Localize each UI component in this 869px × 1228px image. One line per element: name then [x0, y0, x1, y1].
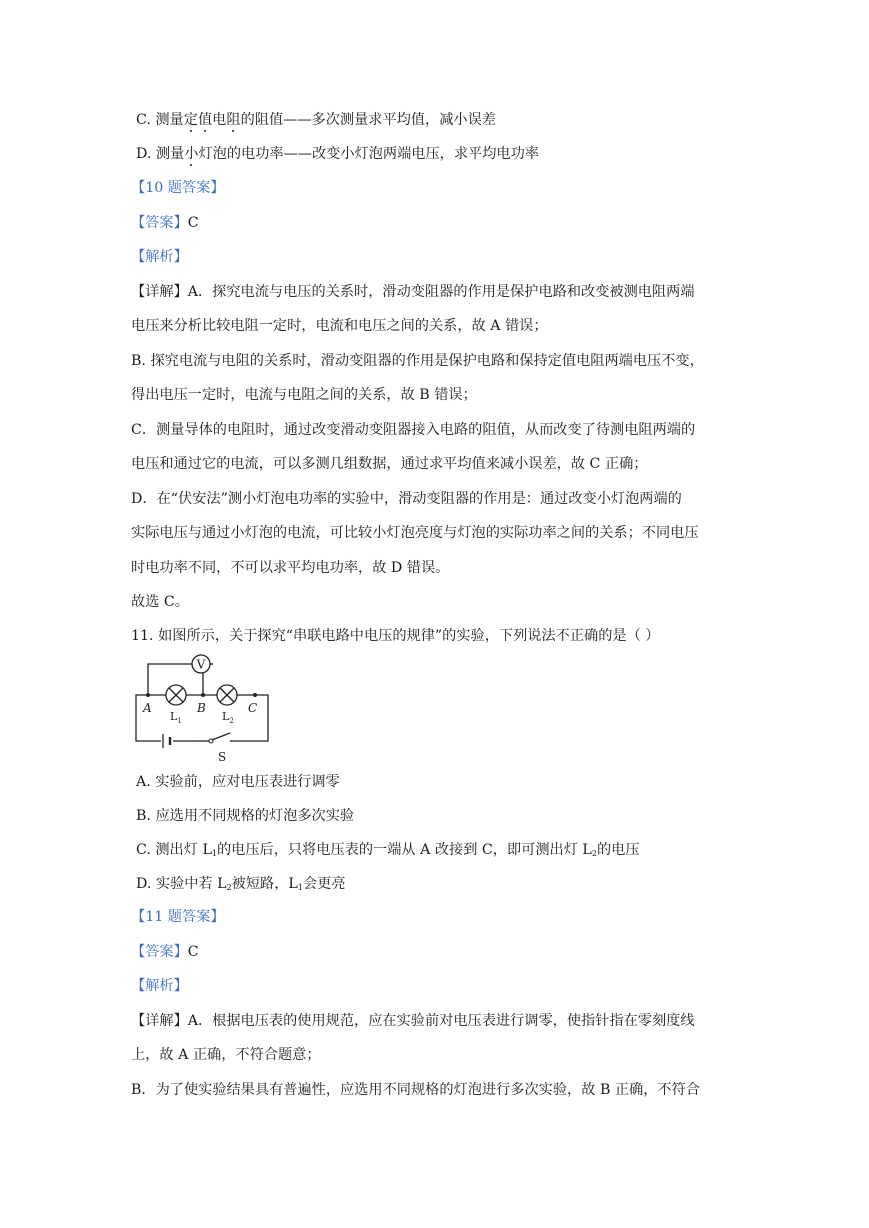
q11-option-d: D. 实验中若 $L_2$被短路，$L_1$会更亮 [136, 876, 346, 892]
q10-option-c: C. 测量定值电阻的阻值——多次测量求平均值，减小误差 [136, 112, 496, 128]
junction-c [253, 693, 257, 697]
battery-icon [161, 734, 173, 748]
junction-b [201, 693, 205, 697]
q11-detail-b-line1: B．为了使实验结果具有普遍性，应选用不同规格的灯泡进行多次实验，故 B 正确，不符合 [131, 1082, 700, 1098]
q10-detail-b-line2: 得出电压一定时，电流与电阻之间的关系，故 B 错误； [131, 387, 477, 403]
junction-a [146, 693, 150, 697]
point-c-label: C [248, 701, 258, 715]
q11-question: 11. 如图所示，关于探究“串联电路中电压的规律”的实验，下列说法不正确的是（ ） [131, 628, 660, 644]
q10-detail-a-line2: 电压来分析比较电阻一定时，电流和电压之间的关系，故 A 错误； [131, 318, 548, 334]
lamp-l1-label: $L_1$ [170, 710, 182, 725]
voltmeter [192, 655, 210, 673]
q11-analysis-label: 【解析】 [131, 978, 188, 994]
q10-detail-a-line1: 【详解】A．探究电流与电压的关系时，滑动变阻器的作用是保护电路和改变被测电阻两端 [131, 284, 695, 300]
q10-option-d: D. 测量小灯泡的电功率——改变小灯泡两端电压，求平均电功率 [136, 146, 539, 162]
q11-option-b: B. 应选用不同规格的灯泡多次实验 [136, 808, 355, 824]
switch-icon [196, 733, 232, 746]
q10-detail-c-line1: C．测量导体的电阻时，通过改变滑动变阻器接入电路的阻值，从而改变了待测电阻两端的 [131, 422, 696, 438]
point-b-label: B [197, 701, 206, 715]
switch-label: S [218, 750, 227, 764]
q10-detail-d-line1: D．在“伏安法”测小灯泡电功率的实验中，滑动变阻器的作用是：通过改变小灯泡两端的 [131, 491, 682, 507]
lamp-l1 [166, 685, 186, 705]
voltmeter-label: V [196, 657, 206, 672]
lamp-l2 [217, 685, 237, 705]
q11-answer-heading: 【11 题答案】 [131, 909, 225, 925]
q11-detail-a-line2: 上，故 A 正确，不符合题意； [131, 1047, 321, 1063]
lamp-l2-label: $L_2$ [222, 710, 234, 725]
point-a-label: A [143, 701, 152, 715]
q11-option-a: A. 实验前，应对电压表进行调零 [136, 774, 340, 790]
q10-detail-d-line3: 时电功率不同，不可以求平均电功率，故 D 错误。 [131, 560, 450, 576]
q11-answer: 【答案】C [131, 944, 199, 960]
q10-answer-heading: 【10 题答案】 [131, 180, 225, 196]
q10-detail-b-line1: B. 探究电流与电阻的关系时，滑动变阻器的作用是保护电路和保持定值电阻两端电压不变， [131, 353, 704, 369]
q10-conclusion: 故选 C。 [131, 594, 189, 610]
q10-detail-c-line2: 电压和通过它的电流，可以多测几组数据，通过求平均值来减小误差，故 C 正确； [131, 456, 648, 472]
q10-answer: 【答案】C [131, 215, 199, 231]
series-circuit-diagram [131, 650, 271, 765]
q10-detail-d-line2: 实际电压与通过小灯泡的电流，可比较小灯泡亮度与灯泡的实际功率之间的关系；不同电压 [131, 525, 699, 541]
q11-detail-a-line1: 【详解】A．根据电压表的使用规范，应在实验前对电压表进行调零，使指针指在零刻度线 [131, 1013, 695, 1029]
q10-analysis-label: 【解析】 [131, 249, 188, 265]
q11-option-c: C. 测出灯 $L_1$的电压后，只将电压表的一端从 A 改接到 C，即可测出灯 $L_2$的电压 [136, 842, 640, 858]
